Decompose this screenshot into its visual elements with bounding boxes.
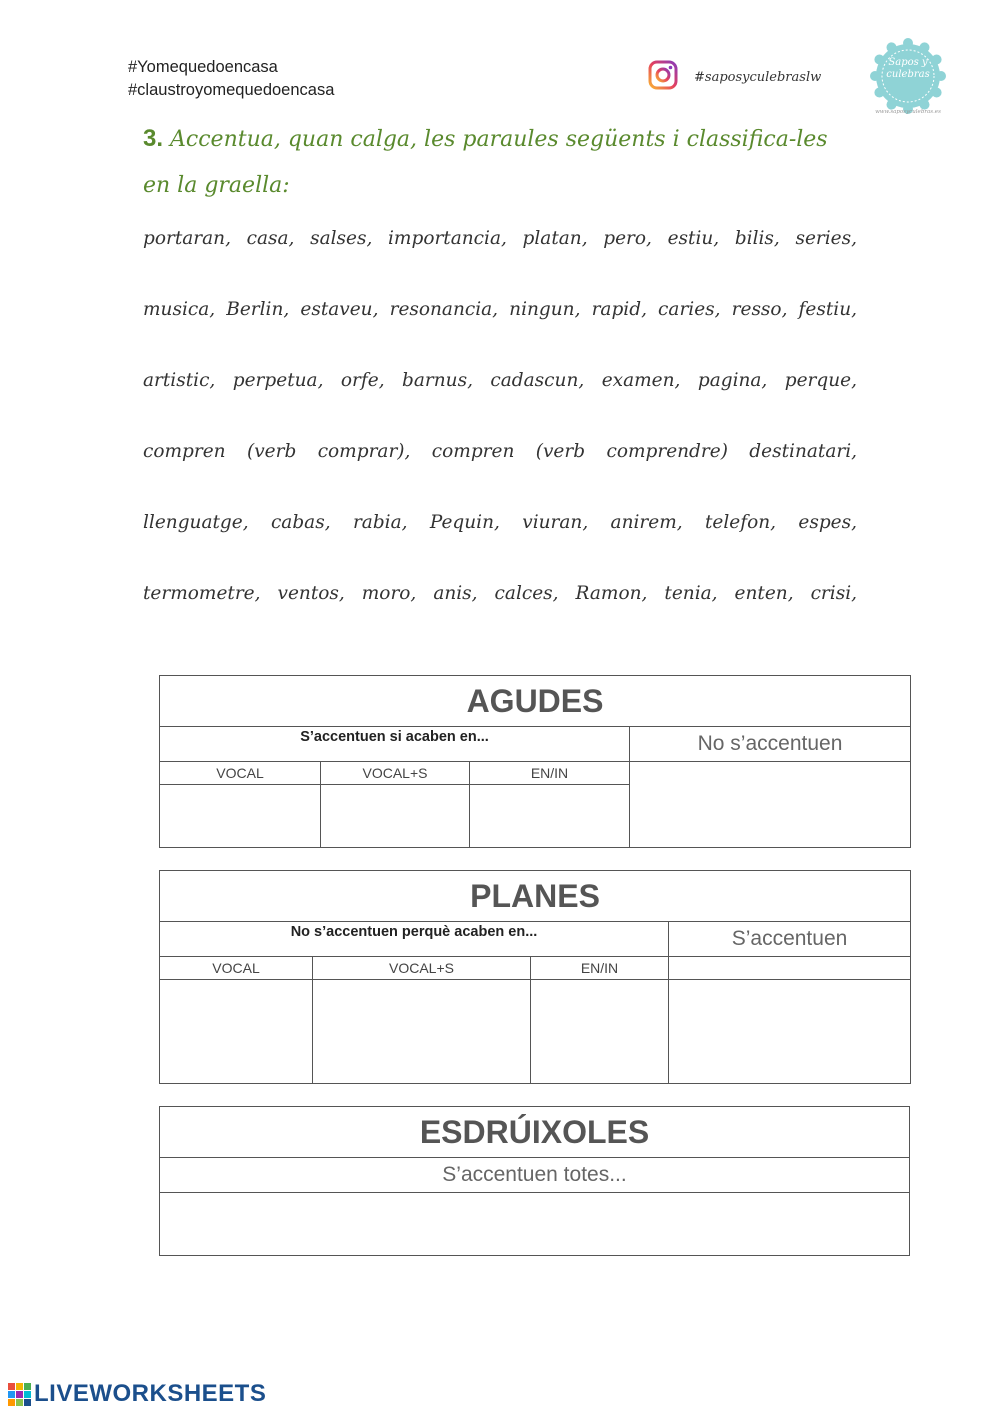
word-line-6: termometre, ventos, moro, anis, calces, Ramon, tenia, enten, crisi, — [143, 583, 857, 604]
agudes-title: AGUDES — [160, 676, 911, 727]
word-line-2: musica, Berlin, estaveu, resonancia, ningun, rapid, caries, resso, festiu, — [143, 299, 857, 320]
exercise-instruction — [143, 116, 843, 209]
agudes-vocal-cell[interactable] — [160, 785, 321, 848]
instruction-text: Accentua, quan calga, les paraules següents i classifica-les en la graella: — [143, 127, 828, 198]
hashtags — [128, 56, 334, 102]
planes-accented-header: S’accentuen — [669, 922, 911, 957]
liveworksheets-brand: LIVEWORKSHEETS — [34, 1380, 267, 1407]
word-line-5: llenguatge, cabas, rabia, Pequin, viuran, anirem, telefon, espes, — [143, 512, 857, 533]
agudes-not-accented-cell[interactable] — [630, 762, 911, 848]
agudes-table — [159, 675, 911, 848]
agudes-col-vocal-s: VOCAL+S — [321, 762, 470, 785]
planes-col-en-in: EN/IN — [531, 957, 669, 980]
esdruixoles-subtitle: S’accentuen totes... — [160, 1158, 910, 1193]
word-line-4: compren (verb comprar), compren (verb comprendre) destinatari, — [143, 441, 857, 462]
planes-vocal-s-cell[interactable] — [313, 980, 531, 1084]
hashtag-1: #Yomequedoencasa — [128, 58, 278, 76]
agudes-en-in-cell[interactable] — [470, 785, 630, 848]
exercise-number: 3. — [143, 125, 164, 152]
agudes-vocal-s-cell[interactable] — [321, 785, 470, 848]
planes-col-vocal: VOCAL — [160, 957, 313, 980]
agudes-col-en-in: EN/IN — [470, 762, 630, 785]
logo-url: www.saposyculebras.es — [875, 109, 941, 115]
word-line-1: portaran, casa, salses, importancia, platan, pero, estiu, bilis, series, — [143, 228, 857, 249]
planes-not-accented-header: No s’accentuen perquè acaben en... — [160, 922, 669, 957]
agudes-not-accented-header: No s’accentuen — [630, 727, 911, 762]
instagram-icon — [648, 60, 678, 90]
esdruixoles-table — [159, 1106, 910, 1256]
hashtag-2: #claustroyomequedoencasa — [128, 81, 335, 99]
word-line-3: artistic, perpetua, orfe, barnus, cadascun, examen, pagina, perque, — [143, 370, 857, 391]
esdruixoles-title: ESDRÚIXOLES — [160, 1107, 910, 1158]
planes-en-in-cell[interactable] — [531, 980, 669, 1084]
esdruixoles-cell[interactable] — [160, 1193, 910, 1256]
planes-vocal-cell[interactable] — [160, 980, 313, 1084]
agudes-col-vocal: VOCAL — [160, 762, 321, 785]
planes-accented-header-spacer — [669, 957, 911, 980]
instagram-handle: #saposyculebraslw — [694, 70, 822, 85]
agudes-accented-header: S’accentuen si acaben en... — [160, 727, 630, 762]
logo-text: Sapos y culebras — [886, 57, 930, 80]
planes-title: PLANES — [160, 871, 911, 922]
liveworksheets-logo-icon — [8, 1381, 32, 1409]
planes-table — [159, 870, 911, 1084]
planes-accented-cell[interactable] — [669, 980, 911, 1084]
planes-col-vocal-s: VOCAL+S — [313, 957, 531, 980]
